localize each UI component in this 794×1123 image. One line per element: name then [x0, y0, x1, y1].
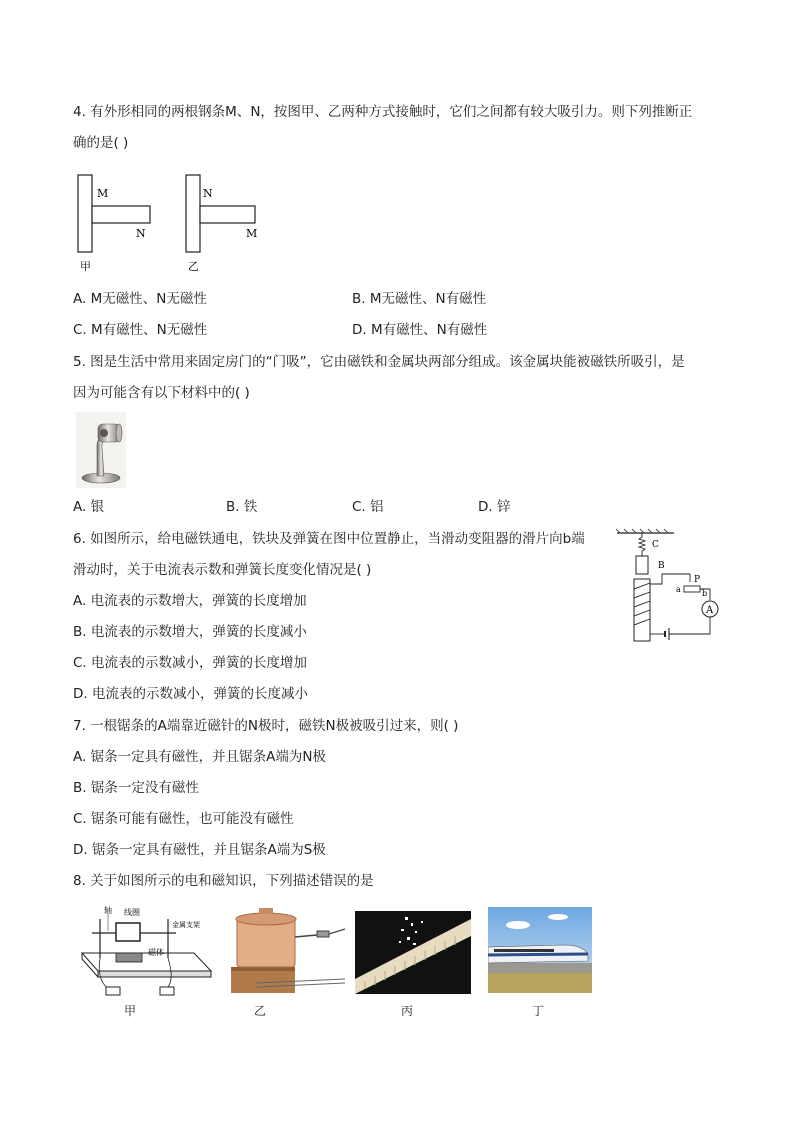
label-magnet: 磁体: [148, 948, 164, 957]
caption-jia: 甲: [124, 1004, 137, 1018]
q4-option-a[interactable]: A. M无磁性、N无磁性: [73, 291, 207, 307]
q6-option-d[interactable]: D. 电流表的示数减小，弹簧的长度减小: [73, 686, 308, 702]
q4-option-b[interactable]: B. M无磁性、N有磁性: [352, 291, 487, 307]
label-bracket: 金属支架: [172, 921, 200, 929]
q8-figure-bing-comb: [355, 911, 471, 994]
q6-option-b[interactable]: B. 电流表的示数增大，弹簧的长度减小: [73, 624, 307, 640]
q5-stem-line2: 因为可能含有以下材料中的( ): [73, 385, 250, 401]
q4-stem-line1: 4. 有外形相同的两根钢条M、N，按图甲、乙两种方式接触时，它们之间都有较大吸引力。则下列推断正: [73, 104, 693, 120]
q4-magnet-figure: [72, 170, 272, 275]
q6-circuit-figure: [612, 528, 724, 643]
q6-option-a[interactable]: A. 电流表的示数增大，弹簧的长度增加: [73, 593, 307, 609]
q4-stem-line2: 确的是( ): [73, 135, 129, 151]
label-n-jia: N: [136, 227, 146, 240]
label-a: a: [676, 585, 681, 594]
q8-figure-jia-motor: [76, 903, 216, 999]
label-b-end: b: [702, 589, 708, 598]
q6-stem-line1: 6. 如图所示，给电磁铁通电，铁块及弹簧在图中位置静止，当滑动变阻器的滑片向b端: [73, 531, 585, 547]
q4-option-c[interactable]: C. M有磁性、N无磁性: [73, 322, 208, 338]
q8-figure-ding-train: [488, 907, 592, 993]
caption-ding: 丁: [532, 1004, 545, 1018]
label-m-yi: M: [246, 227, 258, 240]
ammeter-label: A: [706, 605, 714, 616]
label-coil: 线圈: [124, 908, 140, 917]
label-n-yi: N: [203, 187, 213, 200]
q5-option-a[interactable]: A. 银: [73, 499, 105, 515]
caption-jia: 甲: [80, 260, 91, 273]
q8-stem: 8. 关于如图所示的电和磁知识，下列描述错误的是: [73, 873, 374, 889]
figure-jia: [78, 175, 150, 273]
q6-option-c[interactable]: C. 电流表的示数减小，弹簧的长度增加: [73, 655, 308, 671]
door-stopper-image: [76, 412, 126, 488]
q7-option-a[interactable]: A. 锯条一定具有磁性，并且锯条A端为N极: [73, 749, 326, 765]
q4-option-d[interactable]: D. M有磁性、N有磁性: [352, 322, 488, 338]
caption-yi: 乙: [254, 1004, 267, 1018]
q7-option-d[interactable]: D. 锯条一定具有磁性，并且锯条A端为S极: [73, 842, 326, 858]
q6-stem-line2: 滑动时，关于电流表示数和弹簧长度变化情况是( ): [73, 562, 372, 578]
label-b: B: [658, 561, 665, 571]
q8-figure-yi-cooker: [227, 905, 347, 995]
q5-stem-line1: 5. 图是生活中常用来固定房门的“门吸”，它由磁铁和金属块两部分组成。该金属块能被磁铁所吸引，是: [73, 354, 685, 370]
label-p: P: [694, 575, 701, 585]
label-m-jia: M: [97, 187, 109, 200]
q5-option-c[interactable]: C. 铝: [352, 499, 384, 515]
caption-yi: 乙: [188, 260, 199, 273]
figure-yi: [186, 175, 257, 273]
q7-option-c[interactable]: C. 锯条可能有磁性，也可能没有磁性: [73, 811, 294, 827]
q5-option-d[interactable]: D. 锌: [478, 499, 511, 515]
caption-bing: 丙: [401, 1004, 414, 1018]
q7-option-b[interactable]: B. 锯条一定没有磁性: [73, 780, 199, 796]
label-c: C: [652, 540, 659, 550]
q5-option-b[interactable]: B. 铁: [226, 499, 258, 515]
label-axis: 轴: [104, 906, 112, 915]
q7-stem: 7. 一根锯条的A端靠近磁针的N极时，磁铁N极被吸引过来，则( ): [73, 718, 459, 734]
